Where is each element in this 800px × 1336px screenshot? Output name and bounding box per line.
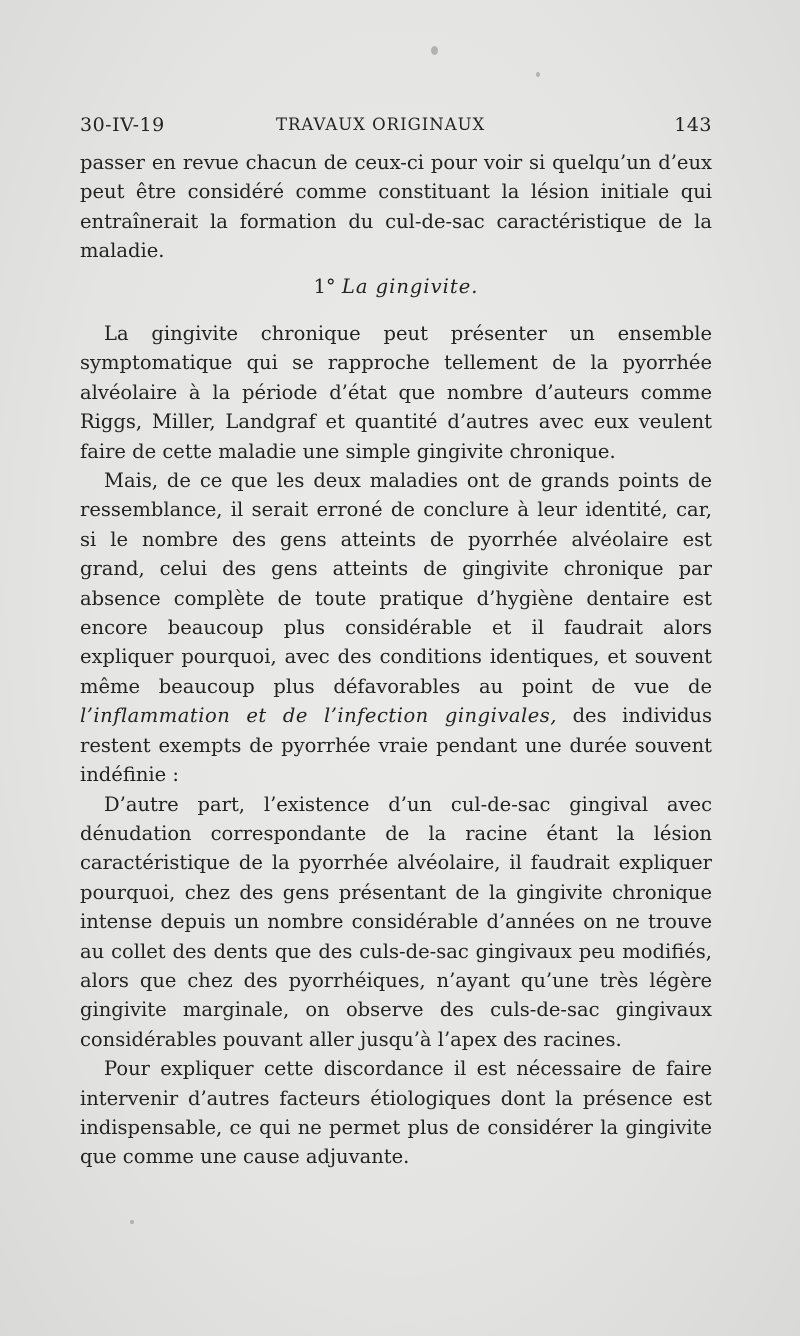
main-text <box>80 319 712 1172</box>
paragraph-2-start: Mais, de ce que les deux maladies ont de grands points de ressemblance, il serait erroné de conclure à leur identité, car, si le nombre des gens atteints de pyorrhée alvéolaire est grand, celui des gens atteints de gingivite chronique par absence complète de toute pratique d’hygiène dentaire est encore beaucoup plus considérable et il faudrait alors expliquer pourquoi, avec des conditions identiques, et souvent même beaucoup plus défavorables au point de vue de <box>80 469 712 698</box>
paper-speck <box>536 72 540 77</box>
section-number: 1° <box>313 275 336 298</box>
paragraph-3: D’autre part, l’existence d’un cul-de-sac gingival avec dénudation correspondante de la racine étant la lésion caractéristique de la pyorrhée alvéolaire, il faudrait expliquer pourquoi, chez des gens présentant de la gingivite chronique intense depuis un nombre considérable d’années on ne trouve au collet des dents que des culs-de-sac gingivaux peu modifiés, alors que chez des pyorrhéiques, n’ayant qu’une très légère gingivite marginale, on observe des culs-de-sac gingivaux considérables pouvant aller jusqu’à l’apex des racines. <box>80 792 712 1051</box>
paper-speck <box>431 46 438 55</box>
paragraph-2-italic: l’inflammation et de l’infection gingivales, <box>80 704 557 728</box>
header-date: 30-IV-19 <box>80 114 165 136</box>
running-header <box>80 114 712 140</box>
paragraph-1: La gingivite chronique peut présenter un ensemble symptomatique qui se rapproche tellement de la pyorrhée alvéolaire à la période d’état que nombre d’auteurs comme Riggs, Miller, Landgraf et quantité d’autres avec eux veulent faire de cette maladie une simple gingivite chronique. <box>80 322 712 463</box>
section-heading <box>80 275 712 298</box>
header-page-number: 143 <box>674 114 712 136</box>
section-title: La gingivite. <box>341 275 479 298</box>
paper-speck <box>130 1220 134 1224</box>
intro-paragraph: passer en revue chacun de ceux-ci pour voir si quelqu’un d’eux peut être considéré comme constituant la lésion initiale qui entraînerait la formation du cul-de-sac caractéristique de la maladie. <box>80 151 712 263</box>
paragraph-2-end: des individus restent exempts de pyorrhée vraie pendant une durée souvent indéfinie : <box>80 704 713 787</box>
intro-block <box>80 148 712 266</box>
header-journal-title: TRAVAUX ORIGINAUX <box>276 115 486 134</box>
paragraph-2 <box>80 466 712 789</box>
paragraph-4: Pour expliquer cette discordance il est nécessaire de faire intervenir d’autres facteurs étiologiques dont la présence est indispensable, ce qui ne permet plus de considérer la gingivite que comme une cause adjuvante. <box>80 1057 712 1169</box>
